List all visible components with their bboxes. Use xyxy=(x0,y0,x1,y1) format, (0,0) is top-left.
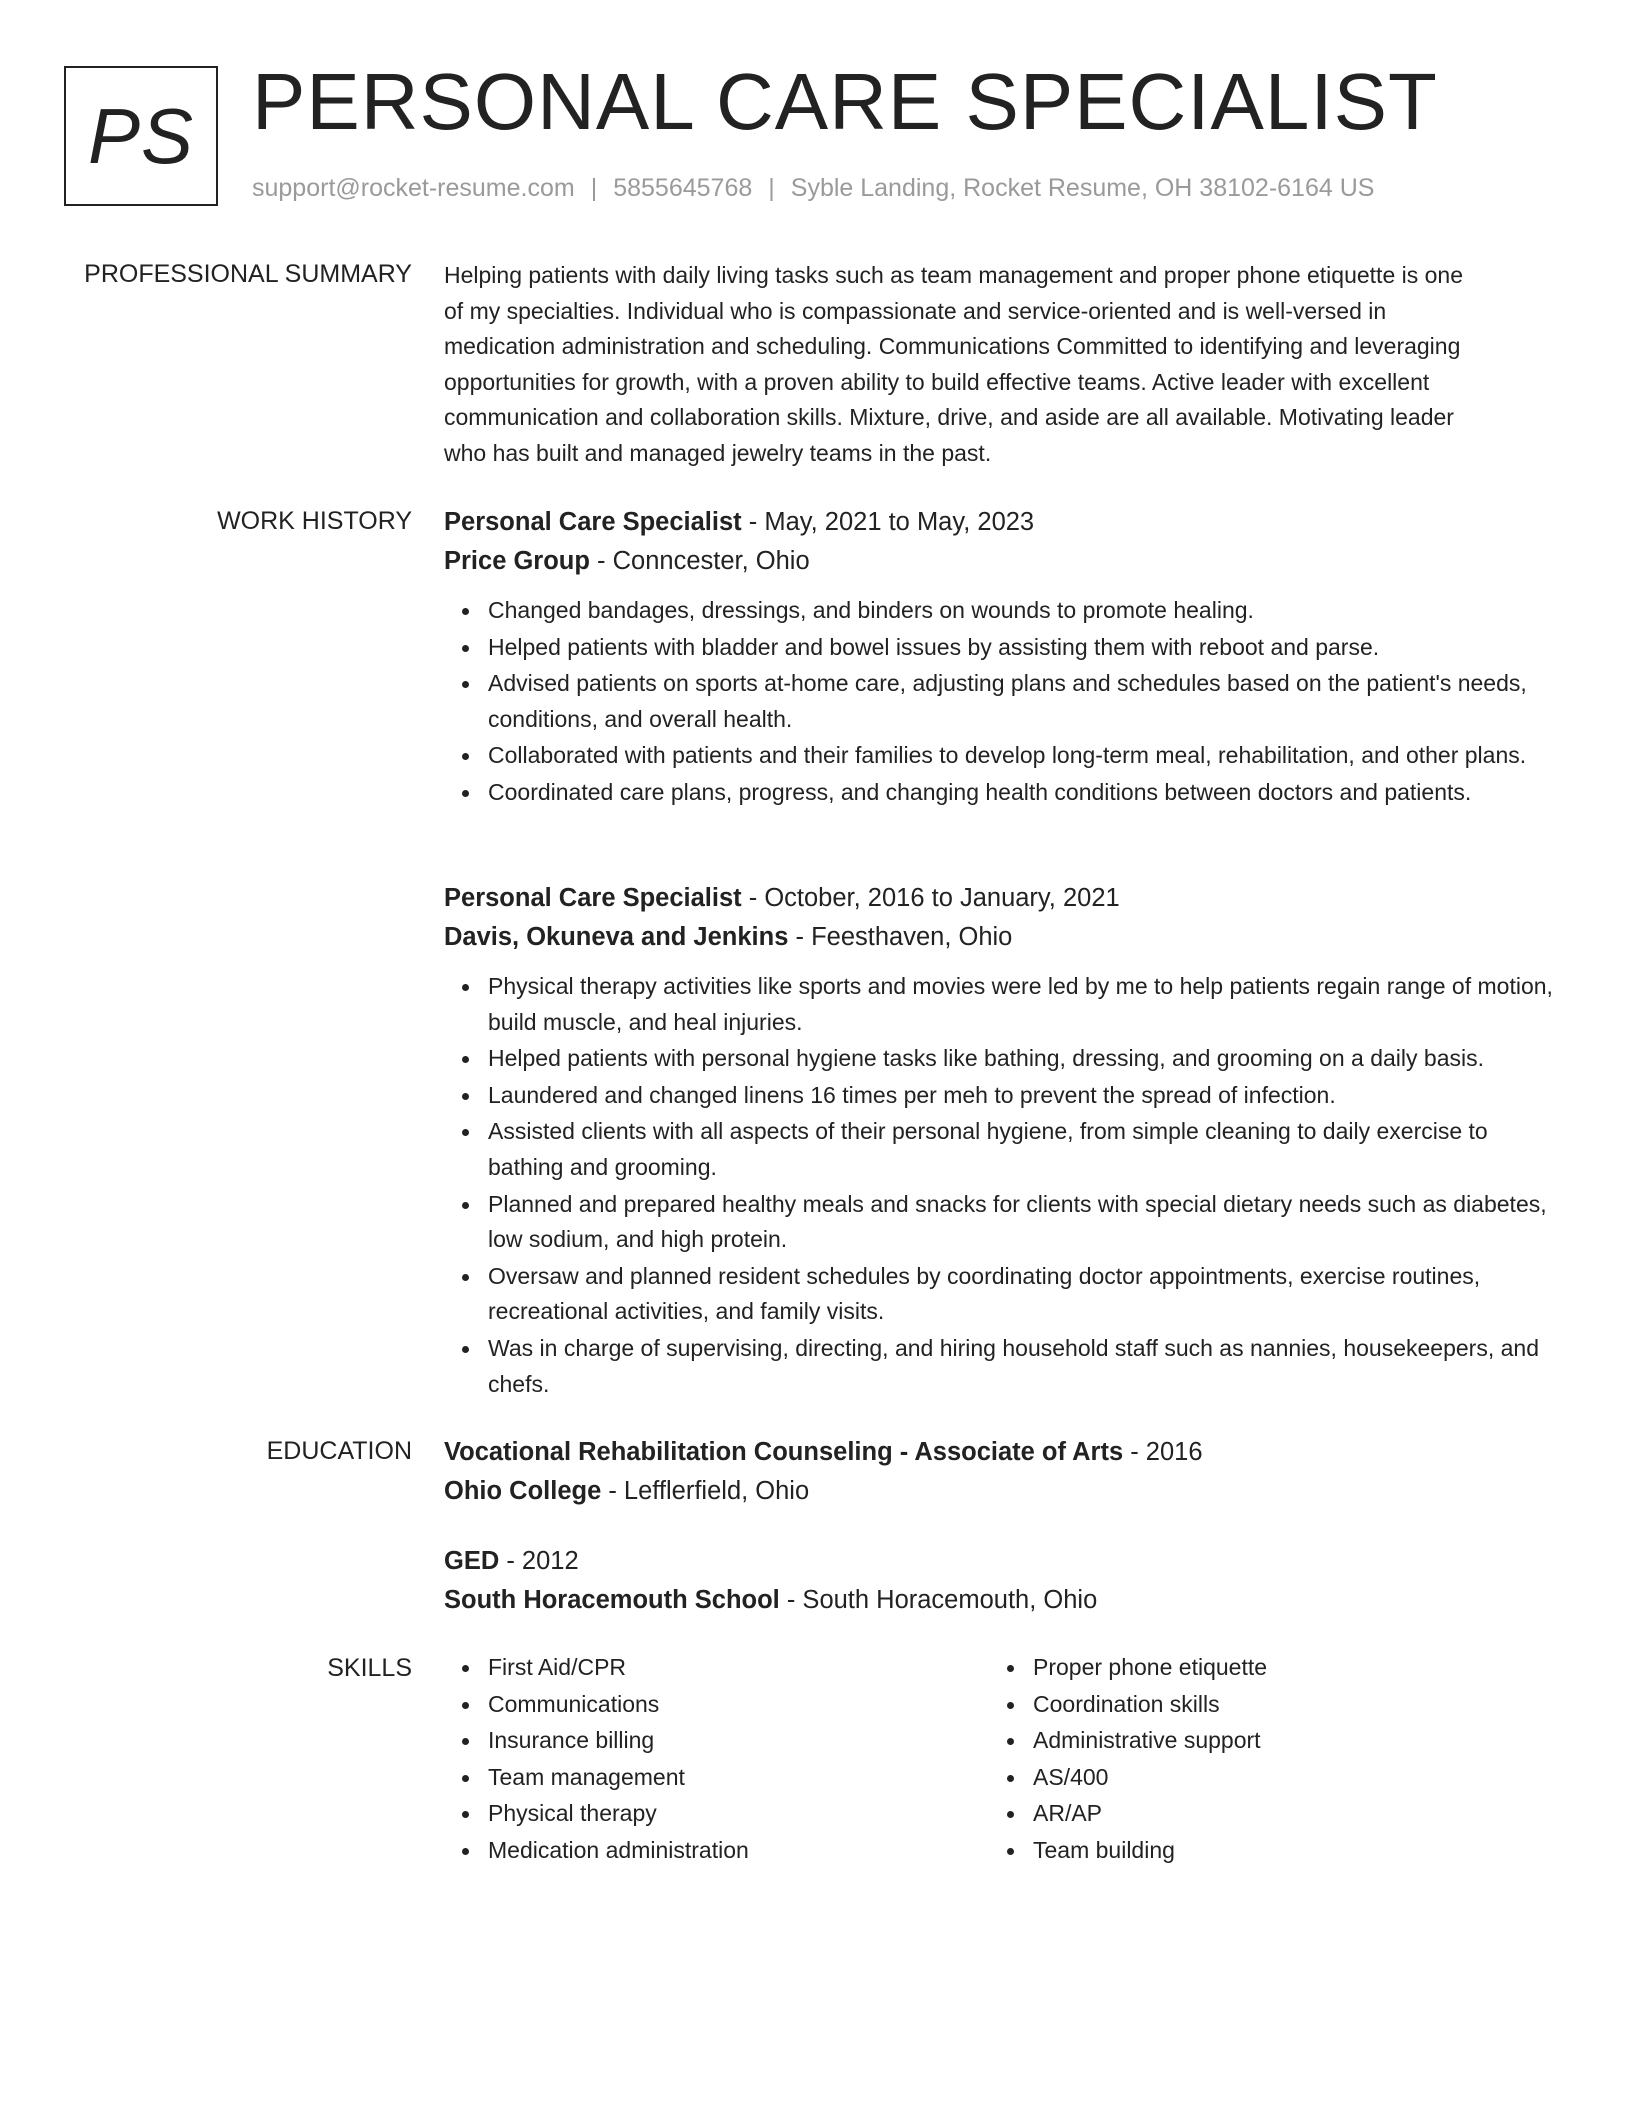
school-name: Ohio College xyxy=(444,1477,602,1505)
school-location: - Lefflerfield, Ohio xyxy=(608,1477,810,1505)
job-duty: Helped patients with bladder and bowel issues by assisting them with reboot and parse. xyxy=(488,630,1564,666)
skill-item: Medication administration xyxy=(488,1833,989,1869)
monogram-initials: PS xyxy=(87,91,195,180)
contact-phone: 5855645768 xyxy=(613,174,753,202)
job-location: - Conncester, Ohio xyxy=(597,547,810,575)
job-duty: Changed bandages, dressings, and binders on wounds to promote healing. xyxy=(488,593,1564,629)
job-duty: Collaborated with patients and their families to develop long-term meal, rehabilitation, and other plans. xyxy=(488,738,1564,774)
section-heading-education: EDUCATION xyxy=(266,1437,412,1465)
skill-item: Insurance billing xyxy=(488,1723,989,1759)
skills-column-right xyxy=(989,1650,1534,1870)
job-org-line xyxy=(444,918,1564,957)
job-dates: - May, 2021 to May, 2023 xyxy=(748,508,1035,536)
skill-item: Physical therapy xyxy=(488,1796,989,1832)
job-employer: Price Group xyxy=(444,547,590,575)
summary-line: of my specialties. Individual who is compassionate and service-oriented and is well-versed in xyxy=(444,297,1387,324)
job-employer: Davis, Okuneva and Jenkins xyxy=(444,923,789,951)
contact-email: support@rocket-resume.com xyxy=(252,174,575,202)
job-dates: - October, 2016 to January, 2021 xyxy=(748,884,1120,912)
section-heading-summary: PROFESSIONAL SUMMARY xyxy=(84,260,412,288)
contact-address: Syble Landing, Rocket Resume, OH 38102-6164 US xyxy=(790,174,1375,202)
job-duty: Planned and prepared healthy meals and snacks for clients with special dietary needs such as diabetes, low sodium, and high protein. xyxy=(488,1187,1564,1258)
skill-item: AS/400 xyxy=(1033,1760,1534,1796)
section-heading-work: WORK HISTORY xyxy=(217,507,412,535)
school-name: South Horacemouth School xyxy=(444,1586,780,1614)
section-heading-skills: SKILLS xyxy=(327,1654,412,1682)
summary-text xyxy=(444,258,1564,472)
summary-line: opportunities for growth, with a proven ability to build effective teams. Active leader with excellent xyxy=(444,368,1430,395)
summary-body xyxy=(444,258,1564,472)
skills-body xyxy=(444,1650,1564,1870)
job-duty: Oversaw and planned resident schedules by coordinating doctor appointments, exercise routines, recreational activities, and family visits. xyxy=(488,1259,1564,1330)
summary-line: communication and collaboration skills. Mixture, drive, and aside are all available. Motivating leader xyxy=(444,404,1454,431)
resume-title: PERSONAL CARE SPECIALIST xyxy=(252,57,1438,146)
degree-year: - 2016 xyxy=(1130,1438,1203,1466)
degree-line xyxy=(444,1542,1564,1581)
summary-line: medication administration and scheduling. Communications Committed to identifying and leveraging xyxy=(444,333,1461,360)
contact-line xyxy=(252,174,1374,203)
skill-item: Communications xyxy=(488,1687,989,1723)
school-line xyxy=(444,1472,1564,1511)
job-title-line xyxy=(444,503,1564,542)
job-title: Personal Care Specialist xyxy=(444,508,742,536)
summary-line: Helping patients with daily living tasks such as team management and proper phone etiquette is one xyxy=(444,262,1463,288)
job-org-line xyxy=(444,542,1564,581)
summary-line: who has built and managed jewelry teams in the past. xyxy=(444,439,992,466)
job-title: Personal Care Specialist xyxy=(444,884,742,912)
job-duty: Coordinated care plans, progress, and changing health conditions between doctors and patients. xyxy=(488,775,1564,811)
skills-list xyxy=(989,1650,1534,1869)
job-title-line xyxy=(444,879,1564,918)
skill-item: Administrative support xyxy=(1033,1723,1534,1759)
degree-year: - 2012 xyxy=(506,1547,579,1575)
skill-item: AR/AP xyxy=(1033,1796,1534,1832)
skills-list xyxy=(444,1650,989,1869)
education-entry xyxy=(444,1542,1564,1620)
job-entry xyxy=(444,879,1564,1403)
job-duty: Was in charge of supervising, directing, and hiring household staff such as nannies, housekeepers, and chefs. xyxy=(488,1331,1564,1402)
job-duty: Advised patients on sports at-home care, adjusting plans and schedules based on the patient's needs, conditions, and overall health. xyxy=(488,666,1564,737)
degree: GED xyxy=(444,1547,500,1575)
education-entry xyxy=(444,1433,1564,1511)
job-duties-list xyxy=(444,593,1564,811)
contact-separator: | xyxy=(590,174,598,202)
degree: Vocational Rehabilitation Counseling - Associate of Arts xyxy=(444,1438,1124,1466)
skills-columns xyxy=(444,1650,1564,1870)
degree-line xyxy=(444,1433,1564,1472)
job-duty: Helped patients with personal hygiene tasks like bathing, dressing, and grooming on a daily basis. xyxy=(488,1041,1564,1077)
job-duties-list xyxy=(444,969,1564,1402)
job-entry xyxy=(444,503,1564,811)
job-duty: Laundered and changed linens 16 times per meh to prevent the spread of infection. xyxy=(488,1078,1564,1114)
school-location: - South Horacemouth, Ohio xyxy=(786,1586,1098,1614)
education-body xyxy=(444,1433,1564,1614)
skill-item: Proper phone etiquette xyxy=(1033,1650,1534,1686)
school-line xyxy=(444,1581,1564,1620)
skill-item: Team building xyxy=(1033,1833,1534,1869)
monogram-box xyxy=(64,66,218,206)
job-location: - Feesthaven, Ohio xyxy=(795,923,1013,951)
contact-separator: | xyxy=(768,174,775,202)
skill-item: Team management xyxy=(488,1760,989,1796)
job-duty: Assisted clients with all aspects of their personal hygiene, from simple cleaning to daily exercise to bathing and grooming. xyxy=(488,1114,1564,1185)
skills-column-left xyxy=(444,1650,989,1870)
skill-item: Coordination skills xyxy=(1033,1687,1534,1723)
skill-item: First Aid/CPR xyxy=(488,1650,989,1686)
job-duty: Physical therapy activities like sports and movies were led by me to help patients regain range of motion, build muscle, and heal injuries. xyxy=(488,969,1564,1040)
work-history-body xyxy=(444,503,1564,1397)
